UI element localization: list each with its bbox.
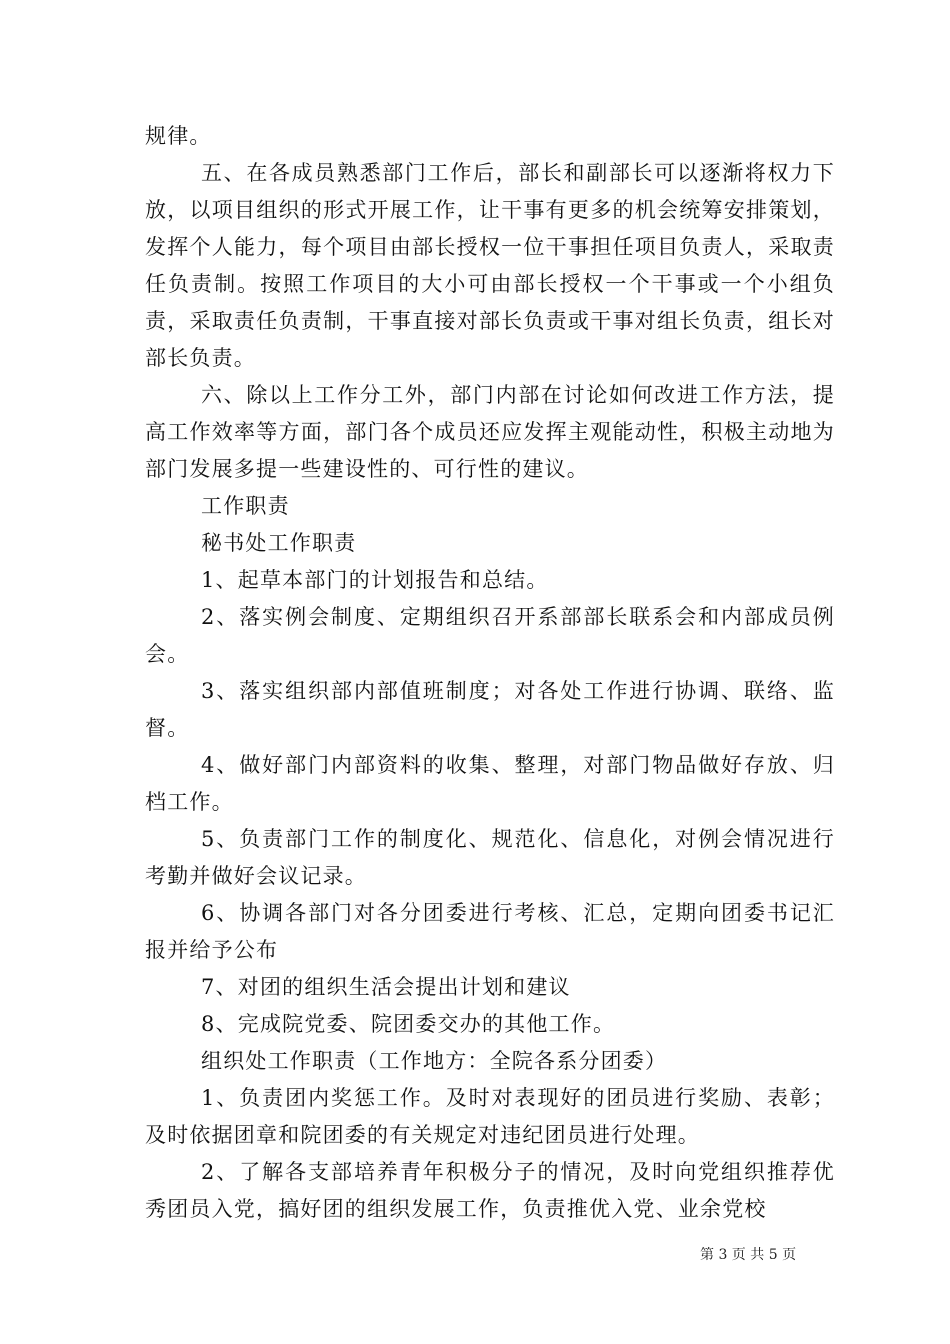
paragraph-continuation: 规律。 xyxy=(145,124,212,148)
secretariat-duty-6: 6、协调各部门对各分团委进行考核、汇总，定期向团委书记汇报并给予公布 xyxy=(145,901,835,962)
document-body xyxy=(145,118,835,1228)
subsection-heading-organization: 组织处工作职责（工作地方：全院各系分团委） xyxy=(201,1049,668,1073)
organization-duty-1: 1、负责团内奖惩工作。及时对表现好的团员进行奖励、表彰；及时依据团章和院团委的有关规定对违纪团员进行处理。 xyxy=(145,1086,835,1147)
paragraph-item-6: 六、除以上工作分工外，部门内部在讨论如何改进工作方法，提高工作效率等方面，部门各个成员还应发挥主观能动性，积极主动地为部门发展多提一些建设性的、可行性的建议。 xyxy=(145,383,835,481)
paragraph-item-5: 五、在各成员熟悉部门工作后，部长和副部长可以逐渐将权力下放，以项目组织的形式开展工作，让干事有更多的机会统筹安排策划，发挥个人能力，每个项目由部长授权一位干事担任项目负责人，采取责任负责制。按照工作项目的大小可由部长授权一个干事或一个小组负责，采取责任负责制，干事直接对部长负责或干事对组长负责，组长对部长负责。 xyxy=(145,161,835,370)
subsection-heading-secretariat: 秘书处工作职责 xyxy=(201,531,357,555)
secretariat-duty-3: 3、落实组织部内部值班制度；对各处工作进行协调、联络、监督。 xyxy=(145,679,835,740)
organization-duty-2: 2、了解各支部培养青年积极分子的情况，及时向党组织推荐优秀团员入党，搞好团的组织发展工作，负责推优入党、业余党校 xyxy=(145,1160,835,1221)
secretariat-duty-5: 5、负责部门工作的制度化、规范化、信息化，对例会情况进行考勤并做好会议记录。 xyxy=(145,827,835,888)
secretariat-duty-4: 4、做好部门内部资料的收集、整理，对部门物品做好存放、归档工作。 xyxy=(145,753,835,814)
secretariat-duty-7: 7、对团的组织生活会提出计划和建议 xyxy=(201,975,571,999)
secretariat-duty-2: 2、落实例会制度、定期组织召开系部部长联系会和内部成员例会。 xyxy=(145,605,835,666)
section-heading-duties: 工作职责 xyxy=(201,494,290,518)
secretariat-duty-8: 8、完成院党委、院团委交办的其他工作。 xyxy=(201,1012,616,1036)
secretariat-duty-1: 1、起草本部门的计划报告和总结。 xyxy=(201,568,549,592)
page-number-footer: 第 3 页 共 5 页 xyxy=(700,1247,797,1263)
